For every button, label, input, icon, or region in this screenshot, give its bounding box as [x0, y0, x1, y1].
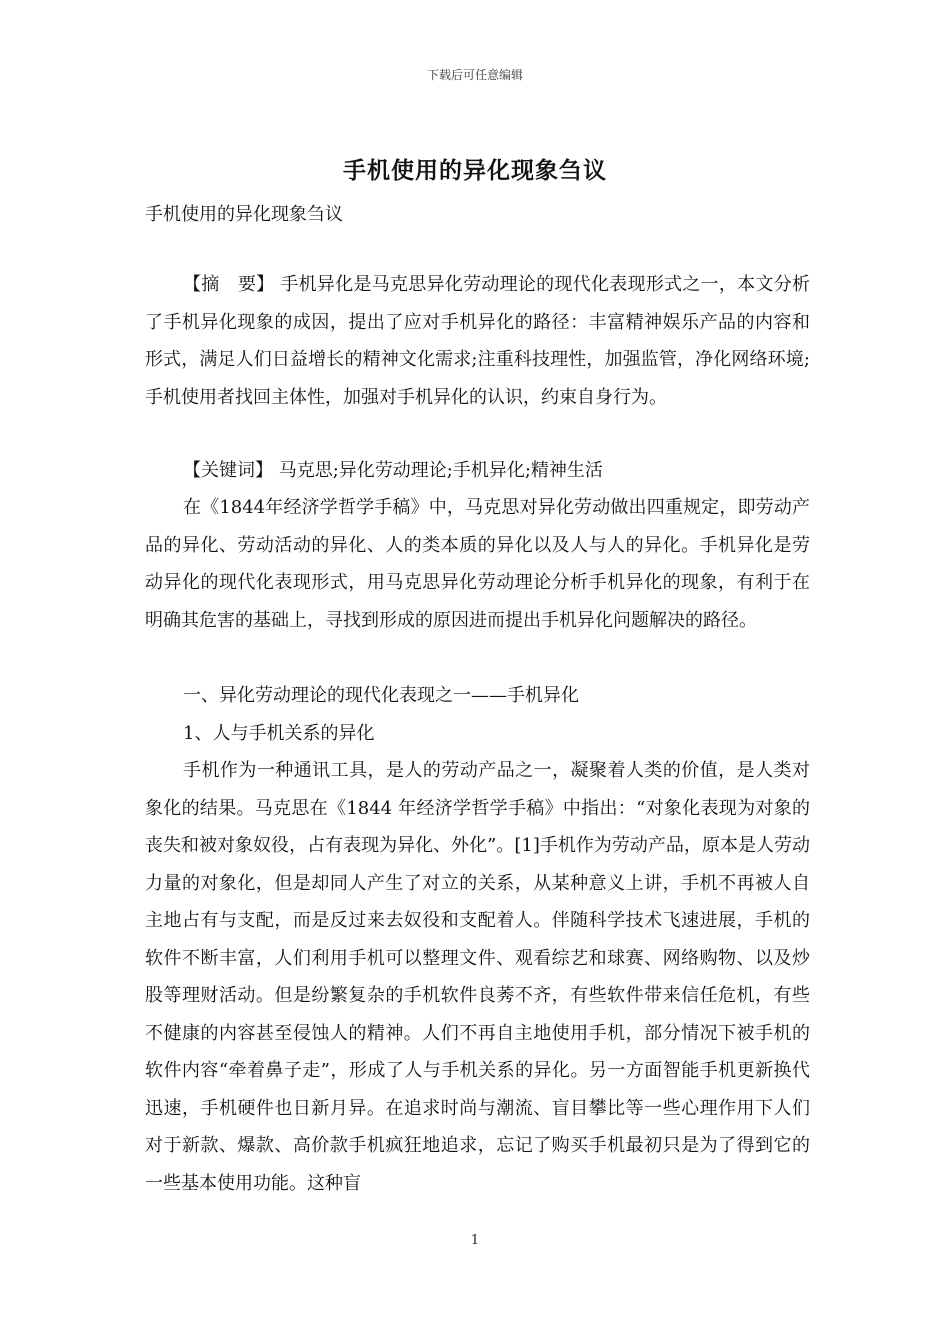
abstract-paragraph: 【摘 要】 手机异化是马克思异化劳动理论的现代化表现形式之一，本文分析了手机异化现象的成因，提出了应对手机异化的路径：丰富精神娱乐产品的内容和形式，满足人们日益增长的精神文化需求;注重科技理性，加强监管，净化网络环境;手机使用者找回主体性，加强对手机异化的认识，约束自身行为。 — [145, 274, 810, 408]
document-subtitle: 手机使用的异化现象刍议 — [145, 204, 343, 225]
page-number: 1 — [470, 1233, 480, 1248]
intro-paragraph: 在《1844年经济学哲学手稿》中，马克思对异化劳动做出四重规定，即劳动产品的异化、劳动活动的异化、人的类本质的异化以及人与人的异化。手机异化是劳动异化的现代化表现形式，用马克思异化劳动理论分析手机异化的现象，有利于在明确其危害的基础上，寻找到形成的原因进而提出手机异化问题解决的路径。 — [145, 497, 810, 631]
document-title: 手机使用的异化现象刍议 — [343, 158, 607, 184]
body-paragraph-1-1: 手机作为一种通讯工具，是人的劳动产品之一，凝聚着人类的价值，是人类对象化的结果。马克思在《1844 年经济学哲学手稿》中指出：“对象化表现为对象的丧失和被对象奴役，占有表现为异化、外化”。[1]手机作为劳动产品，原本是人劳动力量的对象化，但是却同人产生了对立的关系，从某种意义上讲，手机不再被人自主地占有与支配，而是反过来去奴役和支配着人。伴随科学技术飞速进展，手机的软件不断丰富，人们利用手机可以整理文件、观看综艺和球赛、网络购物、以及炒股等理财活动。但是纷繁复杂的手机软件良莠不齐，有些软件带来信任危机，有些不健康的内容甚至侵蚀人的精神。人们不再自主地使用手机，部分情况下被手机的软件内容“牵着鼻子走”，形成了人与手机关系的异化。另一方面智能手机更新换代迅速，手机硬件也日新月异。在追求时尚与潮流、盲目攀比等一些心理作用下人们对于新款、爆款、高价款手机疯狂地追求，忘记了购买手机最初只是为了得到它的一些基本使用功能。这种盲 — [145, 760, 810, 1194]
subsection-heading-1-1: 1、人与手机关系的异化 — [183, 723, 375, 744]
keywords-line: 【关键词】 马克思;异化劳动理论;手机异化;精神生活 — [183, 460, 603, 481]
header-note: 下载后可任意编辑 — [426, 68, 523, 82]
section-heading-1: 一、异化劳动理论的现代化表现之一——手机异化 — [183, 685, 579, 706]
